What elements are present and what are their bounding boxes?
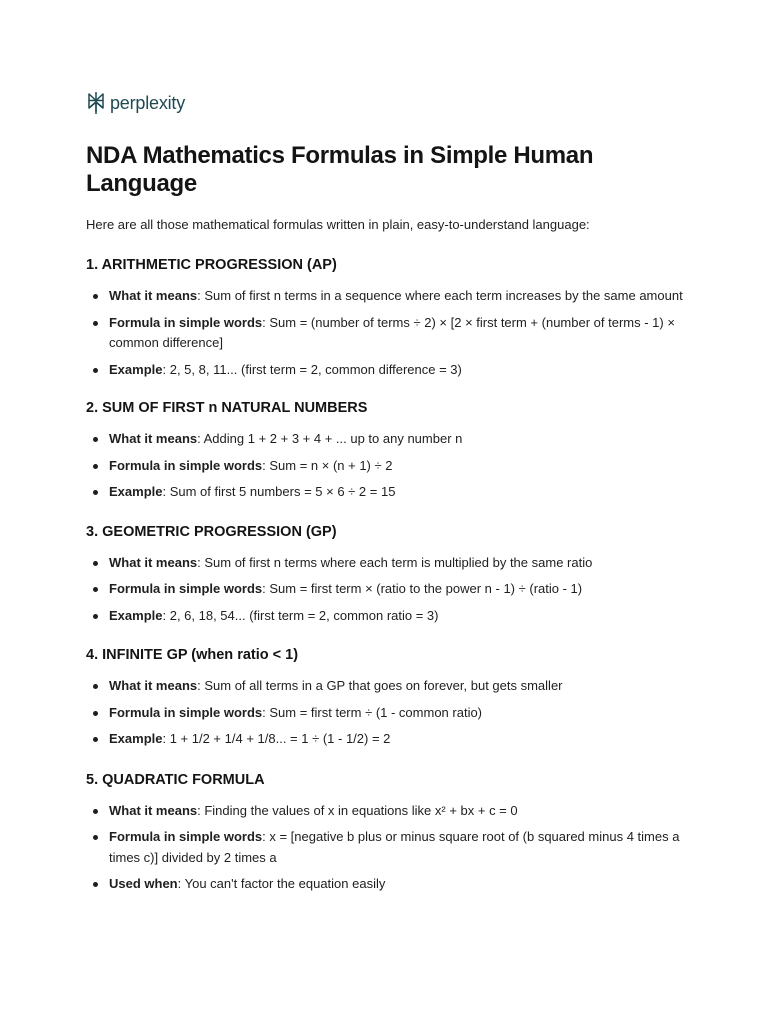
brand-name: perplexity xyxy=(110,92,186,113)
item-label: Example xyxy=(109,361,163,377)
bullet-list xyxy=(86,801,696,895)
perplexity-logo-icon xyxy=(86,91,106,115)
item-label: Formula in simple words xyxy=(109,704,263,720)
item-label: Formula in simple words xyxy=(109,457,263,473)
list-item xyxy=(86,553,696,574)
list-item xyxy=(86,703,696,724)
list-item xyxy=(86,482,696,503)
item-label: What it means xyxy=(109,288,198,303)
item-text: : Adding 1 + 2 + 3 + 4 + ... up to any number n xyxy=(197,431,463,446)
section-heading: 3. GEOMETRIC PROGRESSION (GP) xyxy=(86,523,337,540)
section-quadratic-formula xyxy=(86,770,696,895)
bullet-list xyxy=(86,429,696,503)
list-item xyxy=(86,313,696,354)
section-heading: 4. INFINITE GP (when ratio < 1) xyxy=(86,647,299,663)
item-label: Example xyxy=(109,607,163,623)
bullet-list xyxy=(86,676,696,750)
document-page xyxy=(86,90,696,895)
item-text: : Sum of all terms in a GP that goes on forever, but gets smaller xyxy=(197,678,563,693)
section-geometric-progression xyxy=(86,522,696,627)
section-heading: 1. ARITHMETIC PROGRESSION (AP) xyxy=(86,257,337,273)
item-label: Formula in simple words xyxy=(109,829,263,844)
page-title: NDA Mathematics Formulas in Simple Human Language xyxy=(86,142,594,197)
section-infinite-gp xyxy=(86,645,696,750)
item-text: : 1 + 1/2 + 1/4 + 1/8... = 1 ÷ (1 - 1/2) = 2 xyxy=(162,731,391,746)
list-item xyxy=(86,360,696,381)
intro-text: Here are all those mathematical formulas written in plain, easy-to-understand language: xyxy=(86,217,590,232)
item-text: : Sum of first n terms where each term is multiplied by the same ratio xyxy=(197,554,593,570)
brand-logo xyxy=(86,90,696,116)
list-item xyxy=(86,874,696,895)
section-sum-natural-numbers xyxy=(86,398,696,503)
item-text: : Sum of first n terms in a sequence where each term increases by the same amount xyxy=(197,288,683,303)
item-label: Used when xyxy=(109,876,178,891)
list-item xyxy=(86,606,696,627)
item-label: Formula in simple words xyxy=(109,581,263,596)
item-text: : 2, 6, 18, 54... (first term = 2, common ratio = 3) xyxy=(162,607,439,623)
item-text: : Sum = (number of terms ÷ 2) × [2 × first term + (number of terms - 1) × common difference] xyxy=(109,314,675,350)
list-item xyxy=(86,286,696,307)
list-item xyxy=(86,801,696,822)
bullet-list xyxy=(86,286,696,380)
item-label: Example xyxy=(109,484,163,499)
section-heading: 5. QUADRATIC FORMULA xyxy=(86,771,265,788)
item-text: : Sum = n × (n + 1) ÷ 2 xyxy=(262,457,393,473)
section-arithmetic-progression xyxy=(86,255,696,380)
bullet-list xyxy=(86,553,696,627)
list-item xyxy=(86,729,696,750)
list-item xyxy=(86,676,696,697)
list-item xyxy=(86,827,696,868)
item-text: : You can't factor the equation easily xyxy=(177,876,386,891)
item-label: What it means xyxy=(109,554,198,570)
item-text: : x = [negative b plus or minus square root of (b squared minus 4 times a times c)] divided by 2 times a xyxy=(109,829,680,865)
item-text: : 2, 5, 8, 11... (first term = 2, common difference = 3) xyxy=(162,361,462,377)
item-label: Formula in simple words xyxy=(109,314,263,330)
item-text: : Sum = first term ÷ (1 - common ratio) xyxy=(262,704,483,720)
item-text: : Sum = first term × (ratio to the power n - 1) ÷ (ratio - 1) xyxy=(262,581,583,596)
item-label: What it means xyxy=(109,802,198,818)
item-label: Example xyxy=(109,731,163,746)
list-item xyxy=(86,456,696,477)
list-item xyxy=(86,429,696,450)
section-heading: 2. SUM OF FIRST n NATURAL NUMBERS xyxy=(86,400,368,416)
item-label: What it means xyxy=(109,431,198,446)
item-text: : Finding the values of x in equations like x² + bx + c = 0 xyxy=(197,802,518,818)
list-item xyxy=(86,579,696,600)
item-text: : Sum of first 5 numbers = 5 × 6 ÷ 2 = 15 xyxy=(162,484,396,499)
item-label: What it means xyxy=(109,678,198,693)
